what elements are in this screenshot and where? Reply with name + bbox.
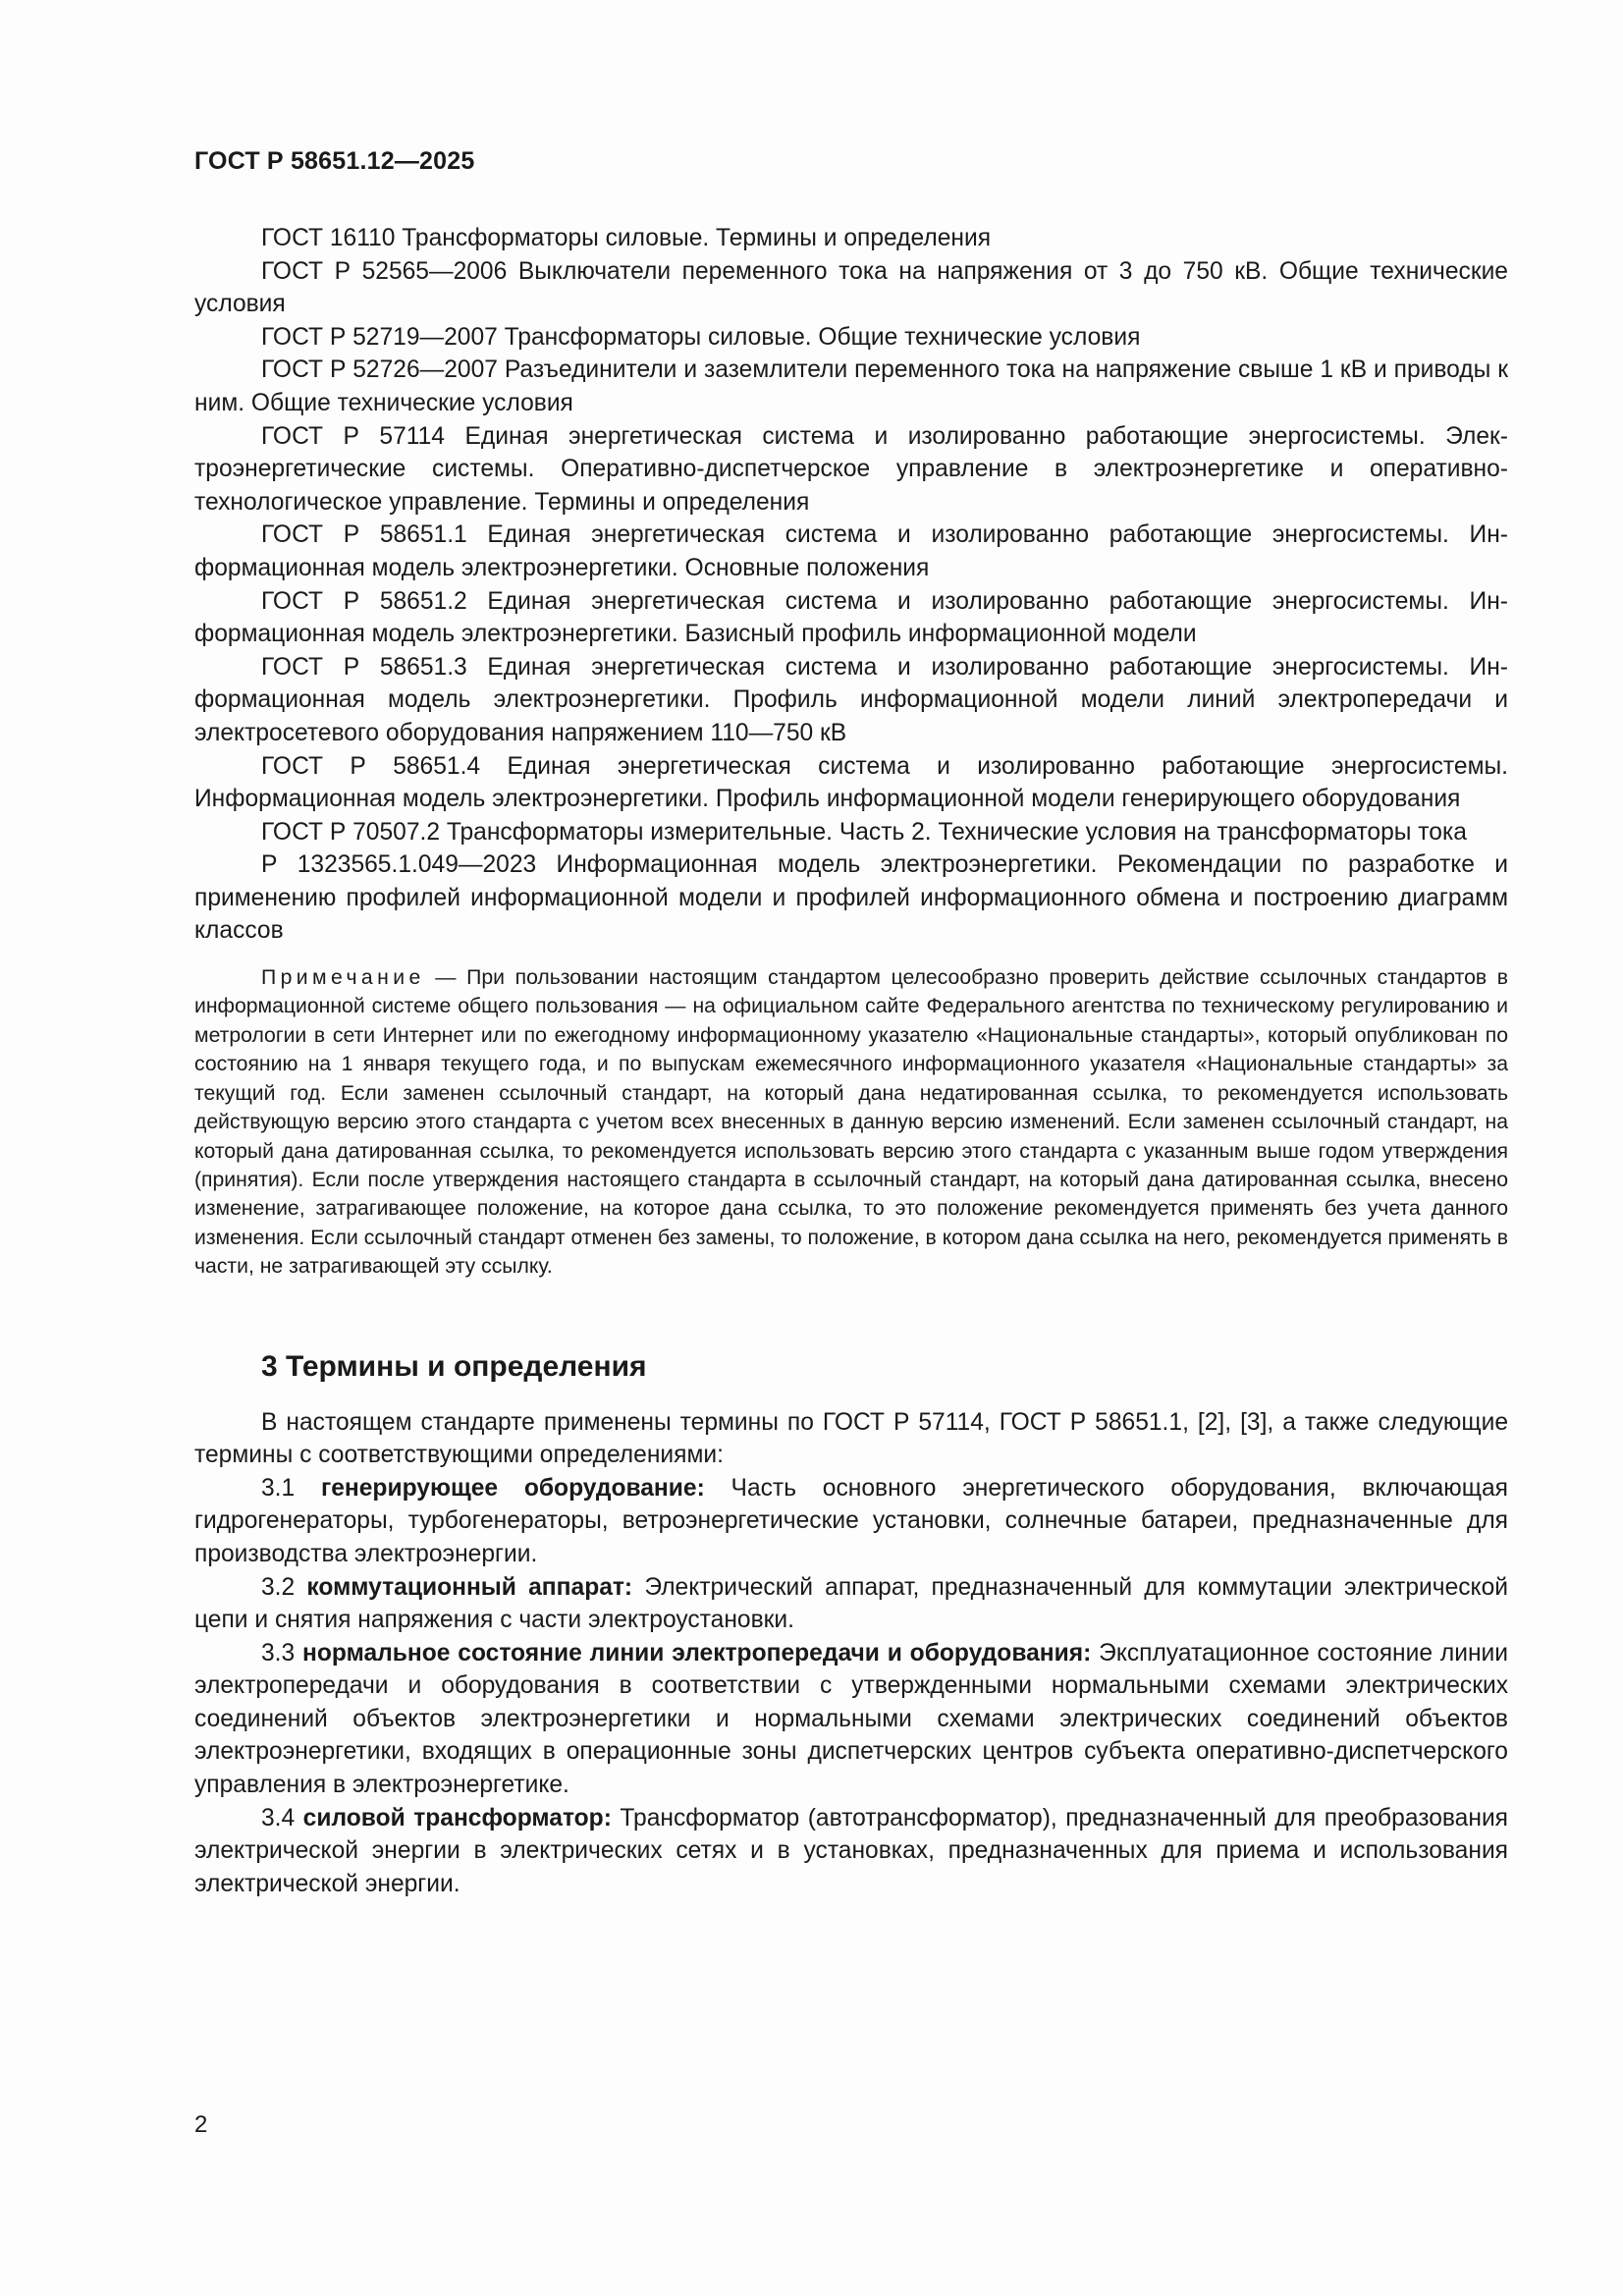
term-name: коммутационный аппарат:	[306, 1573, 633, 1601]
term-entry	[194, 1571, 1508, 1637]
section-title: 3 Термины и определения	[261, 1349, 647, 1383]
term-number: 3.3	[261, 1639, 303, 1667]
note-label: Примечание	[261, 966, 425, 990]
term-number: 3.2	[261, 1573, 307, 1601]
document-code-header: ГОСТ Р 58651.12—2025	[194, 147, 475, 175]
reference-item: Р 1323565.1.049—2023 Информационная модель электроэнергетики. Рекомендации по разработке и применению профилей информационной модели и профилей информационного обмена и построению диаграмм классов	[194, 851, 1508, 945]
term-number: 3.1	[261, 1474, 321, 1502]
reference-item: ГОСТ Р 57114 Единая энергетическая система и изолированно работающие энергосистемы. Электроэнергетические системы. Оперативно-диспетчерское управление в электроэнергетике и оперативно-технологическое управление. Термины и определения	[194, 422, 1508, 516]
term-definition: Часть основного энергетического оборудования, включающая гидрогенераторы, турбогенераторы, ветроэнергетические установки, солнечные батареи, предназначенные для производства электроэнергии.	[194, 1474, 1508, 1567]
term-definition: Трансформатор (автотрансформатор), предназначенный для преобразования электрической энергии в электрических сетях и в установках, предназначенных для приема и использования электрической энергии.	[194, 1804, 1508, 1897]
reference-item: ГОСТ Р 52565—2006 Выключатели переменного тока на напряжения от 3 до 750 кВ. Общие технические условия	[194, 257, 1508, 318]
reference-item: ГОСТ 16110 Трансформаторы силовые. Термины и определения	[261, 225, 992, 251]
term-entry	[194, 1637, 1508, 1802]
term-name: нормальное состояние линии электропередачи и оборудования:	[302, 1639, 1092, 1667]
reference-item: ГОСТ Р 58651.3 Единая энергетическая система и изолированно работающие энергосистемы. Информационная модель электроэнергетики. Профиль информационной модели линий электропередачи и электросетевого оборудования напряжением 110—750 кВ	[194, 653, 1508, 746]
term-definition: Электрический аппарат, предназначенный для коммутации электрической цепи и снятия напряжения с части электроустановки.	[194, 1573, 1508, 1634]
reference-item: ГОСТ Р 58651.4 Единая энергетическая система и изолированно работающие энергосистемы. Информационная модель электроэнергетики. Профиль информационной модели генерирующего оборудования	[194, 752, 1508, 813]
reference-item: ГОСТ Р 58651.2 Единая энергетическая система и изолированно работающие энергосистемы. Информационная модель электроэнергетики. Базисный профиль информационной модели	[194, 587, 1508, 648]
page-number: 2	[194, 2111, 208, 2138]
term-entry	[194, 1802, 1508, 1901]
page-content	[194, 222, 1508, 1900]
term-number: 3.4	[261, 1804, 303, 1831]
reference-item: ГОСТ Р 52719—2007 Трансформаторы силовые. Общие технические условия	[261, 323, 1141, 351]
normative-references-list	[194, 222, 1508, 948]
term-definition: Эксплуатационное состояние линии электропередачи и оборудования в соответствии с утвержденными нормальными схемами электрических соединений объектов электроэнергетики и нормальными схемами электрических соединений объектов электроэнергетики, входящих в операционные зоны диспетчерских центров субъекта оперативно-диспетчерского управления в электроэнергетике.	[194, 1639, 1508, 1799]
note-text: — При пользовании настоящим стандартом целесообразно проверить действие ссылочных стандартов в информационной системе общего пользования — на официальном сайте Федерального агентства по техническому регулированию и метрологии в сети Интернет или по ежегодному информационному указателю «Национальные стандарты», который опубликован по состоянию на 1 января текущего года, и по выпускам ежемесячного информационного указателя «Национальные стандарты» за текущий год. Если заменен ссылочный стандарт, на который дана недатированная ссылка, то рекомендуется использовать действующую версию этого стандарта с учетом всех внесенных в данную версию изменений. Если заменен ссылочный стандарт, на который дана датированная ссылка, то рекомендуется использовать версию этого стандарта с указанным выше годом утверждения (принятия). Если после утверждения настоящего стандарта в ссылочный стандарт, на который дана датированная ссылка, внесено изменение, затрагивающее положение, на которое дана ссылка, то это положение рекомендуется применять без учета данного изменения. Если ссылочный стандарт отменен без замены, то положение, в котором дана ссылка на него, рекомендуется применять в части, не затрагивающей эту ссылку.	[194, 966, 1508, 1279]
section-intro: В настоящем стандарте применены термины по ГОСТ Р 57114, ГОСТ Р 58651.1, [2], [3], а также следующие термины с соответствующими определениями:	[194, 1408, 1508, 1469]
references-note	[194, 963, 1508, 1281]
term-name: генерирующее оборудование:	[320, 1474, 705, 1502]
term-name: силовой трансформатор:	[302, 1804, 612, 1831]
term-entry	[194, 1472, 1508, 1571]
reference-item: ГОСТ Р 58651.1 Единая энергетическая система и изолированно работающие энергосистемы. Информационная модель электроэнергетики. Основные положения	[194, 521, 1508, 581]
reference-item: ГОСТ Р 52726—2007 Разъединители и заземлители переменного тока на напряжение свыше 1 кВ и приводы к ним. Общие технические условия	[194, 356, 1508, 416]
reference-item: ГОСТ Р 70507.2 Трансформаторы измерительные. Часть 2. Технические условия на трансформаторы тока	[261, 818, 1467, 846]
